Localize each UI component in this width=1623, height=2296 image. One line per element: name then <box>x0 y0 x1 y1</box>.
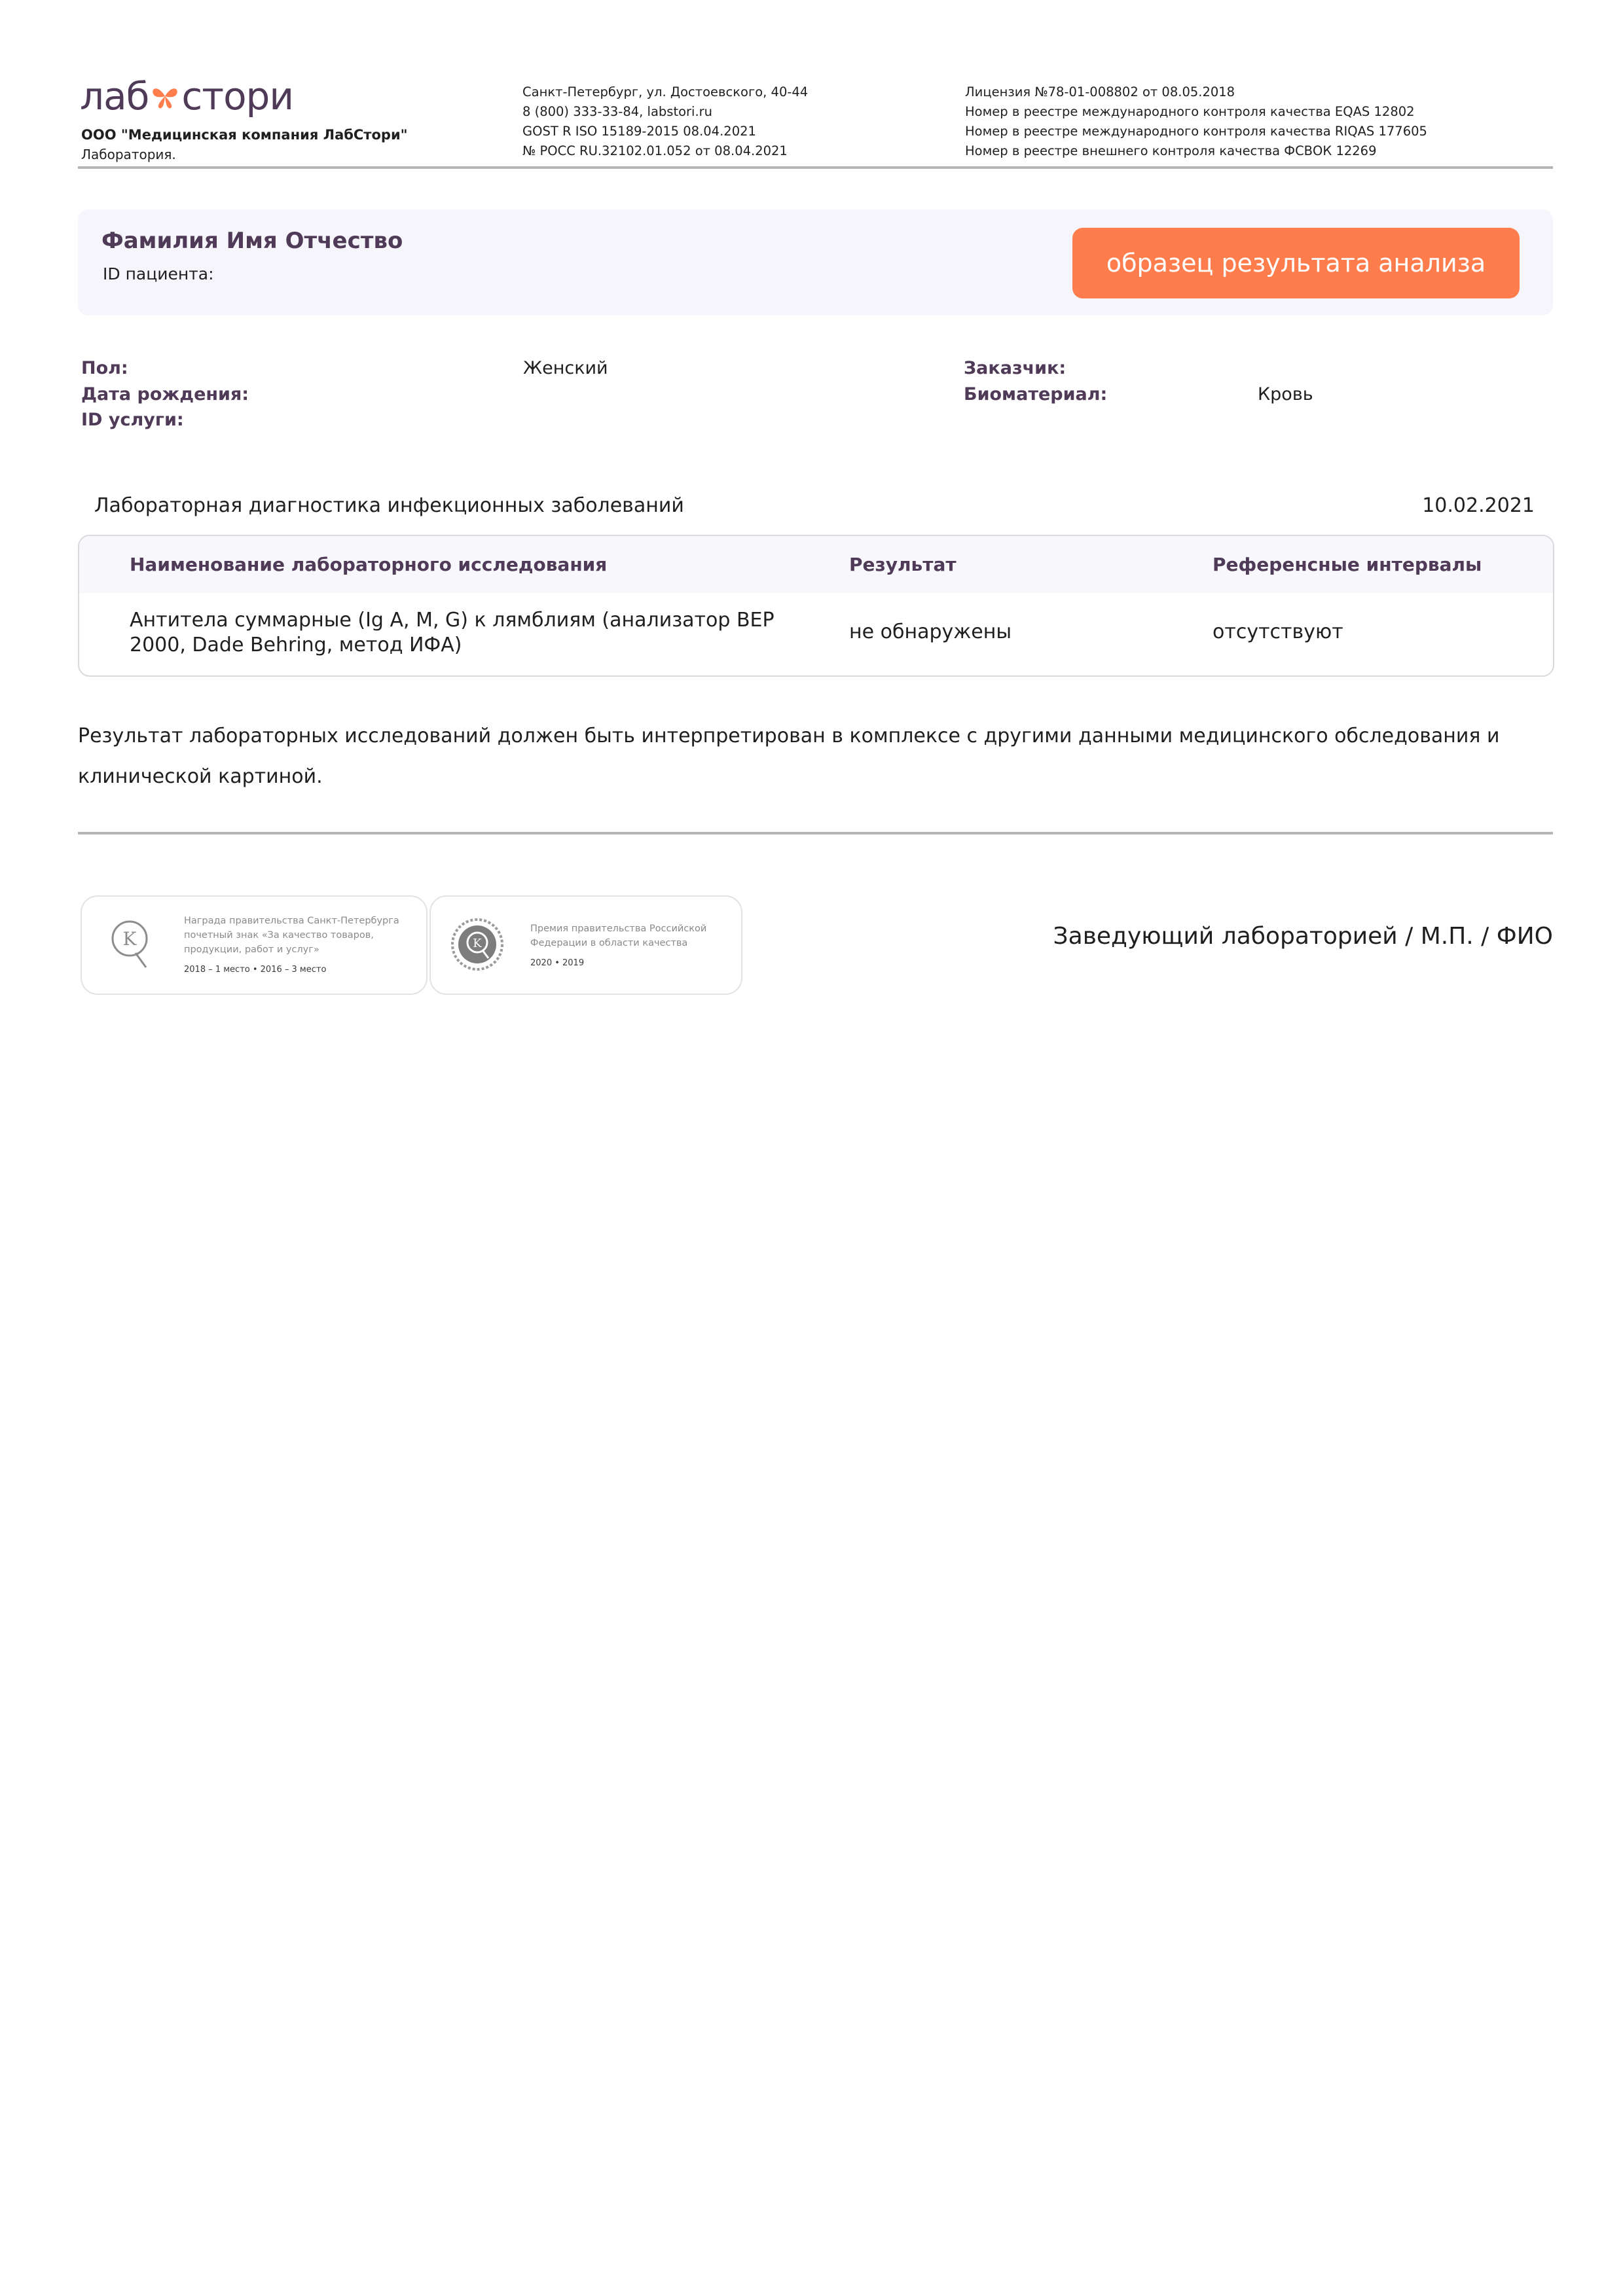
award-rf-years: 2020 • 2019 <box>530 958 585 968</box>
contact-phone-site[interactable]: 8 (800) 333-33-84, labstori.ru <box>522 104 713 119</box>
signature-line: Заведующий лабораторией / М.П. / ФИО <box>1053 923 1553 950</box>
award-rf-line: Премия правительства Российской <box>530 924 707 934</box>
svg-text:K: K <box>473 937 482 950</box>
award-card-rf <box>429 895 742 995</box>
award-spb-line: Награда правительства Санкт-Петербурга <box>184 916 399 926</box>
col-header-name: Наименование лабораторного исследования <box>130 554 608 575</box>
award-spb-line: почетный знак «За качество товаров, <box>184 930 374 941</box>
award-card-spb <box>81 895 428 995</box>
quality-q-icon <box>108 916 151 971</box>
section-title: Лабораторная диагностика инфекционных заболеваний <box>94 494 684 517</box>
svg-text:K: K <box>122 928 137 950</box>
contacts-block <box>522 82 808 161</box>
interpretation-note: Результат лабораторных исследований должен быть интерпретирован в комплексе с другими данными медицинского обследования и клинической картиной. <box>78 725 1500 788</box>
fsvok-line: Номер в реестре внешнего контроля качества ФСВОК 12269 <box>965 143 1377 158</box>
logo-text-left: лаб <box>80 74 149 118</box>
award-rf-line: Федерации в области качества <box>530 938 688 948</box>
table-row-name: Антитела суммарные (Ig A, M, G) к лямблиям (анализатор BEP 2000, Dade Behring, метод ИФА) <box>130 609 775 656</box>
license-line: Лицензия №78-01-008802 от 08.05.2018 <box>965 84 1235 99</box>
contact-gost: GOST R ISO 15189-2015 08.04.2021 <box>522 124 756 139</box>
col-header-result: Результат <box>849 554 957 575</box>
birth-label: Дата рождения: <box>81 384 249 404</box>
service-id-label: ID услуги: <box>81 410 184 430</box>
patient-id-label: ID пациента: <box>103 264 214 283</box>
header-divider <box>78 166 1553 169</box>
contact-ross: № РОСС RU.32102.01.052 от 08.04.2021 <box>522 143 788 158</box>
logo-text-right: стори <box>181 74 294 118</box>
company-sub: Лаборатория. <box>81 147 176 162</box>
biomaterial-value: Кровь <box>1258 384 1313 404</box>
results-table <box>78 535 1554 677</box>
table-row-reference: отсутствуют <box>1213 620 1343 643</box>
company-name: ООО "Медицинская компания ЛабСтори" <box>81 127 408 143</box>
col-header-reference: Референсные интервалы <box>1213 554 1482 575</box>
labstori-logo <box>80 73 293 119</box>
licenses-block <box>965 82 1427 161</box>
contact-address: Санкт-Петербург, ул. Достоевского, 40-44 <box>522 84 809 99</box>
sex-label: Пол: <box>81 358 128 378</box>
award-spb-text <box>184 914 399 957</box>
patient-name: Фамилия Имя Отчество <box>101 228 403 254</box>
footer-divider <box>78 832 1553 834</box>
table-row-result: не обнаружены <box>849 620 1012 643</box>
sex-value: Женский <box>523 358 608 378</box>
riqas-line: Номер в реестре международного контроля качества RIQAS 177605 <box>965 124 1427 139</box>
award-rf-text <box>530 922 706 950</box>
section-date: 10.02.2021 <box>1422 494 1535 517</box>
sample-result-badge: образец результата анализа <box>1072 228 1520 298</box>
customer-label: Заказчик: <box>964 358 1067 378</box>
quality-medal-icon <box>449 916 505 973</box>
eqas-line: Номер в реестре международного контроля качества EQAS 12802 <box>965 104 1415 119</box>
butterfly-icon <box>150 81 180 111</box>
award-spb-years: 2018 – 1 место • 2016 – 3 место <box>184 965 327 975</box>
award-spb-line: продукции, работ и услуг» <box>184 944 319 955</box>
biomaterial-label: Биоматериал: <box>964 384 1108 404</box>
